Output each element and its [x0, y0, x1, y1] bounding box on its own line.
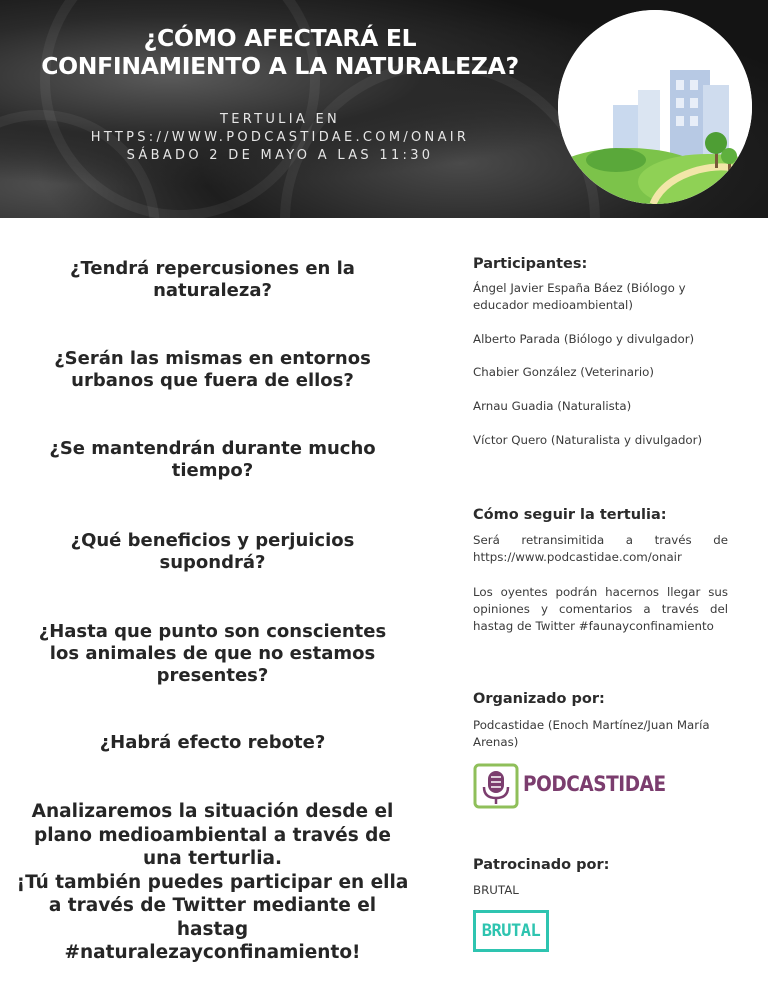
organizer-heading: Organizado por: — [473, 691, 605, 707]
closing-hashtag: #naturalezayconfinamiento! — [64, 942, 361, 963]
closing-text: Analizaremos la situación desde el plano medioambiental a través de una terturlia. — [31, 801, 394, 869]
microphone-icon — [473, 763, 519, 809]
title-line: ¿CÓMO AFECTARÁ EL — [143, 24, 417, 52]
event-url: HTTPS://WWW.PODCASTIDAE.COM/ONAIR — [90, 130, 470, 145]
question-item: ¿Tendrá repercusiones en la naturaleza? — [70, 258, 355, 301]
title-line: CONFINAMIENTO A LA NATURALEZA? — [41, 52, 519, 80]
city-park-illustration — [558, 10, 752, 204]
follow-text: Será retransimitida a través de https://www.podcastidae.com/onair — [473, 533, 728, 564]
header-banner — [0, 0, 768, 218]
question-item: ¿Habrá efecto rebote? — [99, 732, 326, 753]
page-title — [20, 24, 540, 80]
participant-item: Víctor Quero (Naturalista y divulgador) — [473, 433, 703, 447]
question-item: ¿Hasta que punto son conscientes los animales de que no estamos presentes? — [38, 621, 387, 686]
participants-heading: Participantes: — [473, 256, 588, 272]
closing-text: ¡Tú también puedes participar en ella a través de Twitter mediante el hastag — [16, 871, 409, 940]
question-item: ¿Serán las mismas en entornos urbanos que fuera de ellos? — [54, 348, 371, 391]
question-item: ¿Se mantendrán durante mucho tiempo? — [49, 438, 376, 481]
closing-statement — [15, 800, 410, 965]
brutal-logo-text: BRUTAL — [481, 921, 541, 941]
brutal-logo — [473, 910, 549, 952]
organizer-text: Podcastidae (Enoch Martínez/Juan María Arenas) — [473, 718, 710, 749]
podcastidae-logo — [473, 763, 666, 809]
city-nature-illustration — [558, 10, 752, 204]
sponsor-heading: Patrocinado por: — [473, 857, 610, 873]
podcastidae-logo-text: PODCASTIDAE — [523, 772, 666, 796]
question-item: ¿Qué beneficios y perjuicios supondrá? — [70, 530, 355, 573]
event-date: SÁBADO 2 DE MAYO A LAS 11:30 — [126, 148, 434, 163]
follow-text: Los oyentes podrán hacernos llegar sus opiniones y comentarios a través del hastag de Twitter #faunayconfinamiento — [473, 585, 728, 633]
sponsor-text: BRUTAL — [473, 883, 519, 897]
participant-item: Chabier González (Veterinario) — [473, 365, 654, 379]
subtitle-line: TERTULIA EN — [219, 112, 341, 127]
participant-item: Ángel Javier España Báez (Biólogo y educador medioambiental) — [473, 281, 686, 312]
participant-item: Alberto Parada (Biólogo y divulgador) — [473, 332, 695, 346]
participant-item: Arnau Guadia (Naturalista) — [473, 399, 632, 413]
follow-heading: Cómo seguir la tertulia: — [473, 507, 667, 523]
